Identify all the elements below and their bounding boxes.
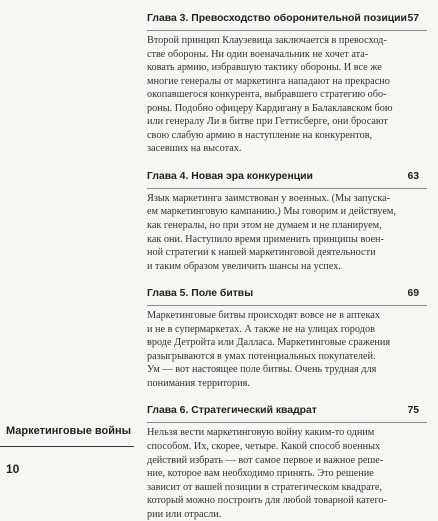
summary-line: или генералу Ли в битве при Геттисберге, они бросают [147, 116, 388, 128]
chapter-heading[interactable] [147, 168, 419, 185]
chapter-title: Глава 4. Новая эра конкуренции [147, 170, 313, 182]
summary-line: Нельзя вести маркетинговую войну каким-то одним [147, 427, 375, 439]
summary-line: Ум — вот настоящее поле битвы. Очень трудная для [147, 364, 377, 376]
summary-line: засевших на высотах. [147, 143, 242, 155]
summary-line: разыгрываются в умах потенциальных покупателей. [147, 350, 376, 362]
summary-line: как генералы, но при этом не думаем и не планируем, [147, 220, 382, 232]
chapter-divider [147, 30, 427, 31]
chapter-page-number: 63 [407, 170, 419, 182]
chapter-title: Глава 6. Стратегический квадрат [147, 405, 317, 417]
chapter-divider [147, 188, 427, 189]
summary-line: способом. Их, скорее, четыре. Какой способ военных [147, 441, 381, 453]
chapter-heading[interactable] [147, 10, 419, 27]
chapter-title: Глава 3. Превосходство оборонительной позиции [147, 13, 407, 24]
chapter-heading[interactable] [147, 285, 419, 302]
chapter-summary [147, 426, 427, 521]
summary-line: роны. Подобно офицеру Кардигану в Балаклавском бою [147, 102, 393, 114]
chapter-page-number: 57 [407, 13, 419, 24]
summary-line: действий избрать — вот самое первое и важное реше- [147, 454, 384, 466]
chapter-page-number: 75 [407, 405, 419, 417]
summary-line: Маркетинговые битвы происходят вовсе не в аптеках [147, 310, 380, 322]
summary-line: многие генералы от маркетинга нападают на прекрасно [147, 75, 390, 87]
summary-line: зависит от вашей позиции в стратегическом квадрате, [147, 481, 383, 493]
summary-line: ной стратегии к нашей маркетинговой деятельности [147, 247, 376, 259]
summary-line: окопавшегося конкурента, выбравшего стратегию обо- [147, 89, 387, 101]
chapter-entry-6 [147, 402, 427, 521]
summary-line: рии или отрасли. [147, 508, 222, 520]
chapter-entry-4 [147, 168, 427, 273]
chapter-entry-3 [147, 10, 427, 156]
summary-line: ковать армию, избравшую тактику обороны. И все же [147, 62, 382, 74]
table-of-contents [147, 10, 427, 521]
chapter-summary [147, 34, 427, 156]
summary-line: понимания территория. [147, 377, 250, 389]
summary-line: который можно построить для любой товарной катего- [147, 495, 387, 507]
summary-line: свою слабую армию в наступление на конкурентов, [147, 129, 373, 141]
summary-line: и таким образом увеличить шансы на успех. [147, 260, 341, 272]
page-margin [0, 0, 140, 500]
summary-line: и не в супермаркетах. А также не на улицах городов [147, 323, 375, 335]
summary-line: стве обороны. Ни один военачальник не хочет ата- [147, 48, 369, 60]
chapter-divider [147, 305, 427, 306]
chapter-heading[interactable] [147, 402, 419, 419]
page-number: 10 [6, 462, 20, 476]
running-book-title: Маркетинговые войны [6, 425, 132, 437]
chapter-page-number: 69 [407, 288, 419, 300]
chapter-summary [147, 192, 427, 273]
summary-line: Второй принцип Клаузевица заключается в превосход- [147, 35, 387, 46]
running-title-rule [0, 446, 134, 447]
summary-line: вроде Детройта или Далласа. Маркетинговые сражения [147, 337, 391, 349]
summary-line: Язык маркетинга заимствован у военных. (Мы запуска- [147, 192, 390, 204]
summary-line: как они. Наступило время применить принципы воен- [147, 233, 384, 245]
chapter-divider [147, 422, 427, 423]
summary-line: ние, которое вам необходимо принять. Это решение [147, 468, 374, 480]
chapter-title: Глава 5. Поле битвы [147, 288, 254, 300]
chapter-summary [147, 309, 427, 390]
summary-line: ем маркетинговую кампанию.) Мы говорим и действуем, [147, 206, 396, 218]
chapter-entry-5 [147, 285, 427, 390]
